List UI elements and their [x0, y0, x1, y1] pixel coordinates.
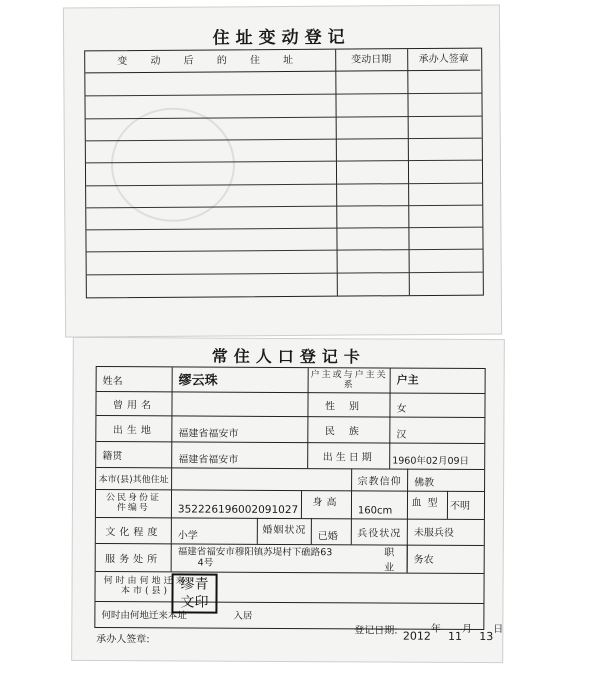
workplace-value [172, 543, 408, 572]
religion-value: 佛教 [414, 477, 435, 489]
id-value: 352226196002091027 [172, 489, 302, 518]
height-value: 160cm [352, 490, 408, 518]
header-new-address: 变 动 后 的 住 址 [85, 50, 335, 74]
registration-month: 11 [448, 629, 463, 643]
header-change-date: 变动日期 [335, 49, 407, 72]
year-unit: 年 [430, 623, 441, 635]
education-label: 文化程度 [96, 517, 172, 543]
name-value: 缪云珠 [173, 367, 309, 392]
row-birthplace [96, 415, 484, 444]
row-former-name [96, 391, 484, 418]
religion-label: 宗教信仰 [352, 468, 408, 490]
row-native-place [96, 441, 484, 470]
height-label: 身高 [302, 490, 352, 518]
handler-signature-label: 承办人签章: [96, 633, 150, 646]
day-unit: 日 [493, 624, 504, 636]
address-row-line [87, 249, 483, 253]
relation-label: 户主或与户主关系 [309, 368, 391, 392]
former-name-label: 曾用名 [96, 391, 172, 415]
registration-date [354, 621, 504, 644]
address-change-title: 住址变动登记 [212, 27, 351, 49]
row-education [96, 517, 484, 546]
occupation-label: 职业 [382, 544, 408, 572]
birthdate-label: 出生日期 [308, 442, 390, 468]
address-row-line [86, 115, 482, 119]
row-workplace [96, 543, 484, 574]
address-row-line [85, 93, 481, 97]
row-name [97, 367, 485, 394]
native-place-value: 福建省福安市 [172, 441, 308, 468]
registration-card-page [71, 337, 505, 663]
native-place-label: 籍贯 [96, 441, 172, 467]
workplace-label: 服务处所 [96, 543, 172, 571]
address-row-line [86, 160, 482, 164]
registration-date-label: 登记日期: [354, 625, 398, 637]
registration-year: 2012 [402, 629, 431, 643]
month-unit: 月 [462, 623, 473, 635]
workplace-line-1: 福建省福安市穆阳镇苏堤村下礁路63 [177, 546, 333, 559]
workplace-line-2: 4号 [197, 557, 214, 569]
birthplace-label: 出生地 [96, 415, 172, 441]
address-change-page [63, 4, 502, 337]
birthdate-value: 1960年02月09日 [392, 455, 470, 467]
former-name-value [172, 391, 308, 416]
address-row-line [86, 227, 482, 231]
address-row-line [86, 137, 482, 141]
relation-value: 户主 [396, 373, 419, 387]
row-other-address [96, 467, 484, 492]
id-label: 公民身份证件编号 [96, 489, 172, 517]
marital-label: 婚姻状况 [258, 518, 312, 544]
row-moved-from [95, 571, 483, 604]
gender-value: 女 [396, 403, 407, 415]
column-divider [335, 50, 338, 296]
row-id-number [96, 489, 484, 520]
moved-from-label: 何时由何地迁来本市(县) [103, 576, 188, 597]
column-divider [407, 49, 410, 295]
personal-seal-stamp [171, 573, 217, 613]
blood-value: 不明 [449, 500, 471, 512]
occupation-value: 务农 [413, 554, 434, 566]
birthplace-value: 福建省福安市 [172, 415, 308, 442]
registration-card-title: 常住人口登记卡 [211, 346, 366, 367]
address-row-line [86, 204, 482, 208]
stamp-line-1: 缪青 [180, 576, 209, 593]
moved-within-label: 何时由何地迁来本址 [101, 610, 187, 622]
stamp-line-2: 文印 [180, 594, 209, 611]
header-handler-seal: 承办人签章 [407, 49, 480, 72]
other-address-label: 本市(县)其他住址 [96, 467, 172, 489]
registration-day: 13 [479, 630, 494, 644]
name-label: 姓名 [97, 367, 173, 391]
ethnicity-label: 民族 [308, 416, 390, 442]
marital-value: 已婚 [312, 518, 352, 544]
address-change-table [84, 48, 484, 299]
registration-card-table [94, 366, 485, 630]
address-row-line [86, 182, 482, 186]
education-value: 小学 [172, 517, 258, 543]
ethnicity-value: 汉 [396, 429, 407, 441]
other-address-value [172, 467, 352, 490]
gender-label: 性别 [308, 392, 390, 416]
military-value: 未服兵役 [413, 527, 454, 539]
military-label: 兵役状况 [352, 518, 408, 544]
moved-within-suffix: 入居 [233, 610, 253, 622]
address-row-line [87, 271, 483, 275]
blood-label: 血型 [408, 491, 448, 519]
